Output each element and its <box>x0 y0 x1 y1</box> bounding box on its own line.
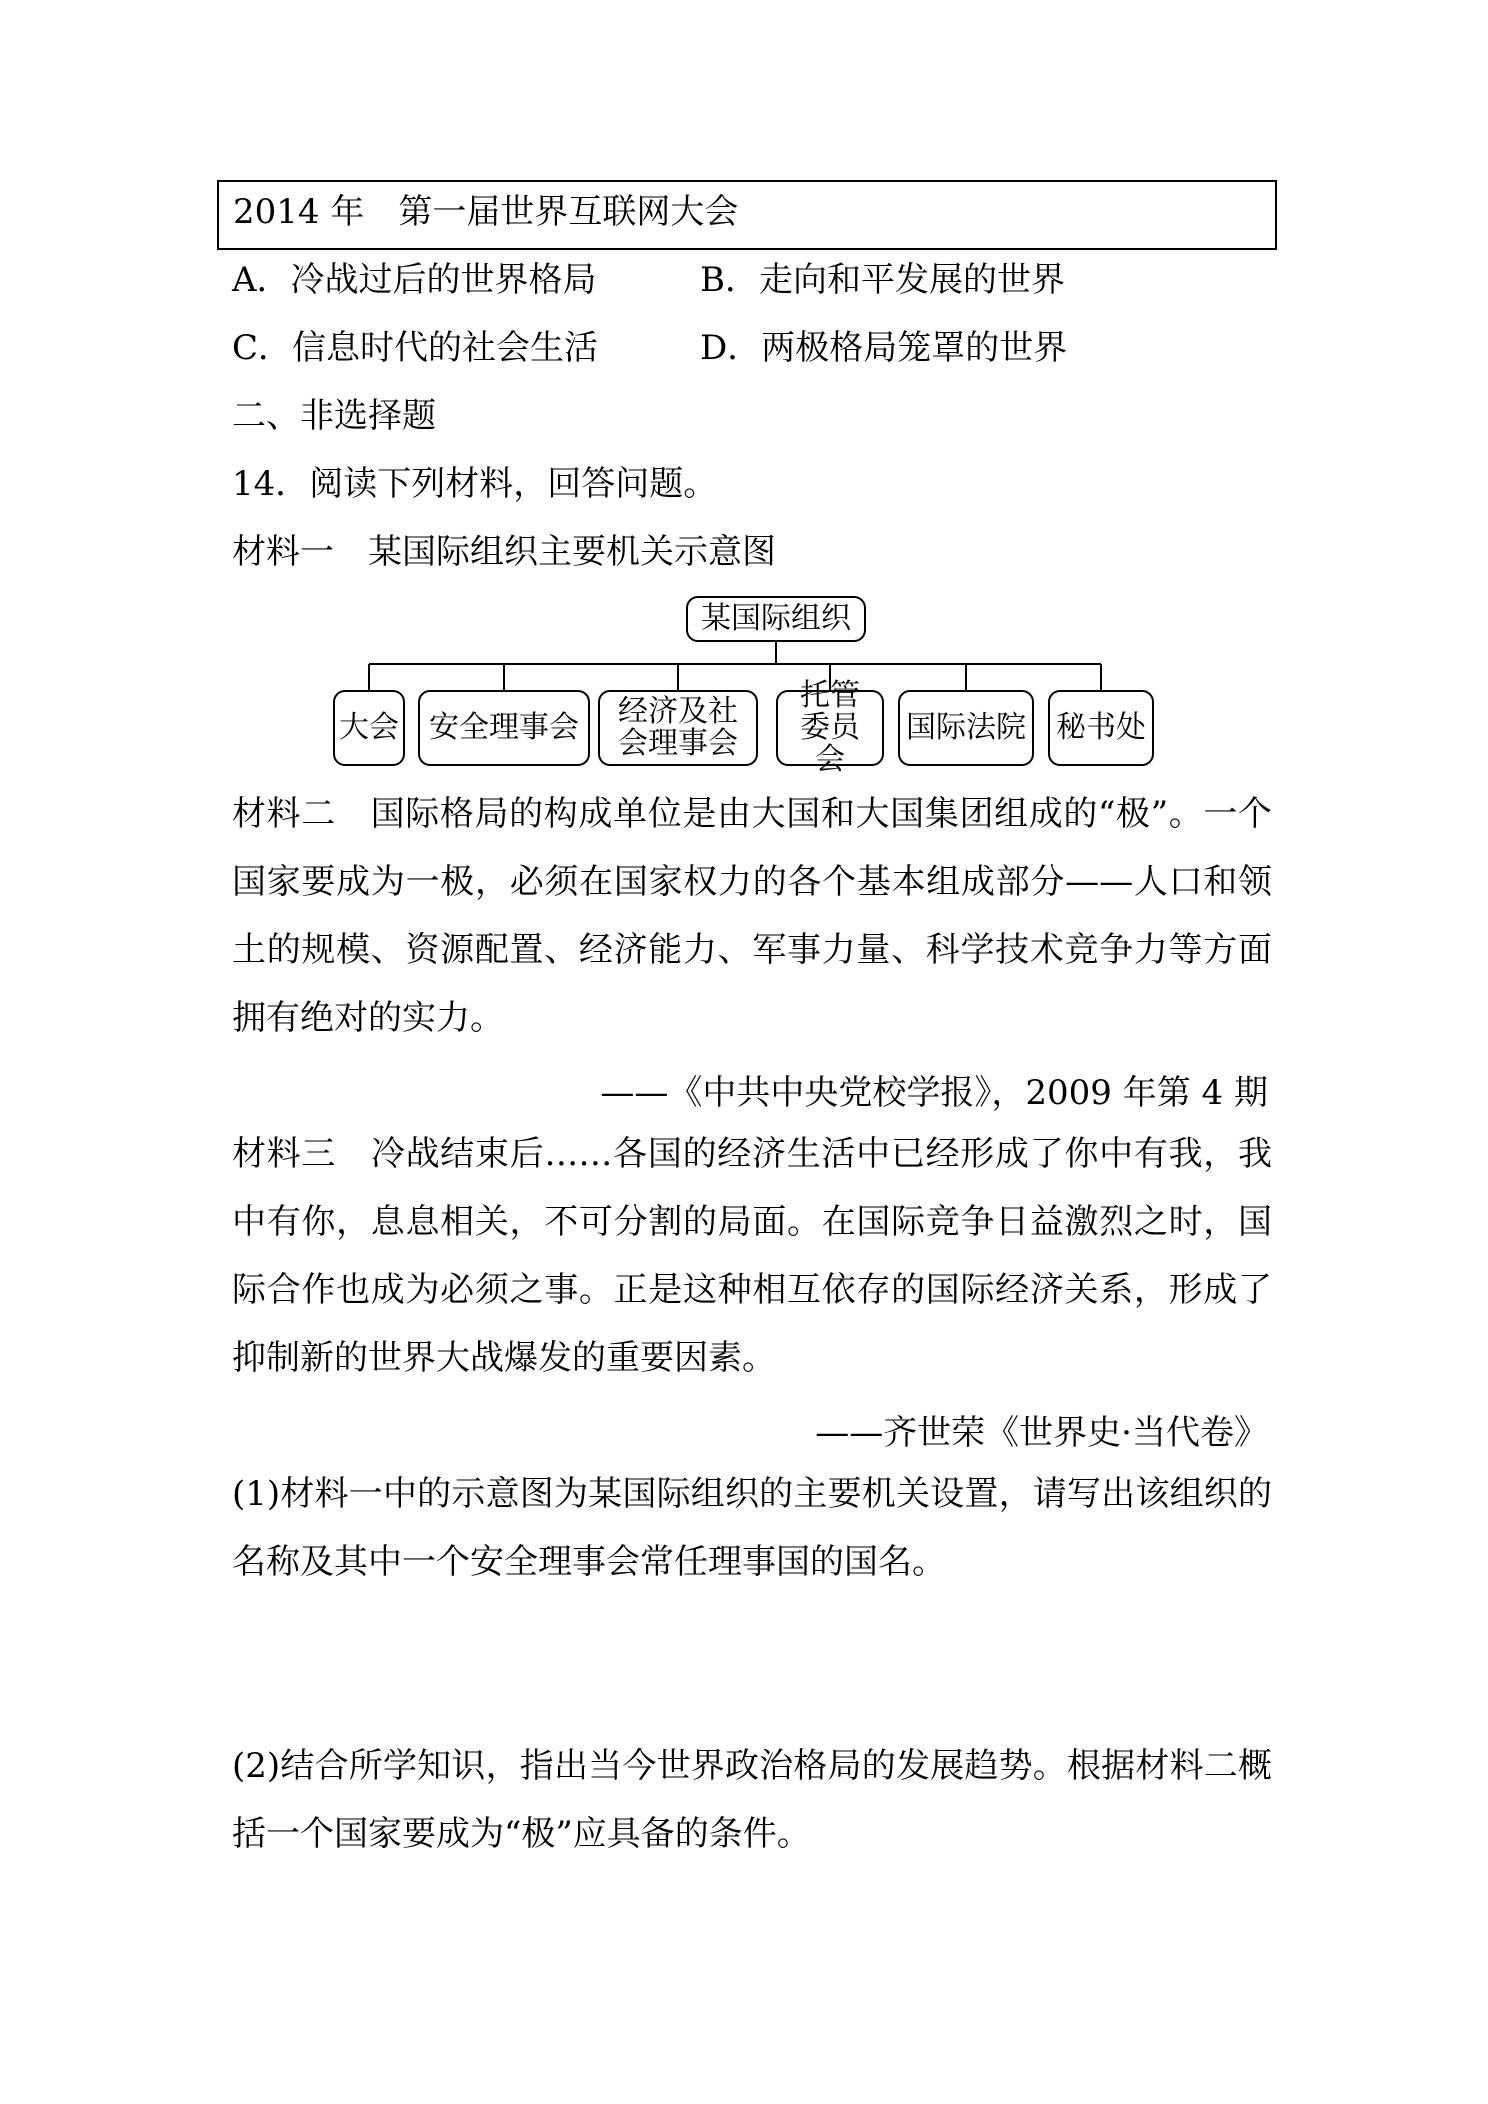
option-d: D．两极格局笼罩的世界 <box>700 328 1068 368</box>
question-1: (1)材料一中的示意图为某国际组织的主要机关设置，请写出该组织的名称及其中一个安全理事会常任理事国的国名。 <box>232 1474 1272 1582</box>
material3-text: 材料三 冷战结束后……各国的经济生活中已经形成了你中有我，我中有你，息息相关，不可分割的局面。在国际竞争日益激烈之时，国际合作也成为必须之事。正是这种相互依存的国际经济关系，形成了抑制新的世界大战爆发的重要因素。 <box>232 1134 1272 1378</box>
material1-title: 材料一 某国际组织主要机关示意图 <box>232 532 776 572</box>
option-c: C．信息时代的社会生活 <box>232 328 599 368</box>
diagram-node-assembly <box>333 690 405 766</box>
option-b: B．走向和平发展的世界 <box>700 260 1065 300</box>
question-2: (2)结合所学知识，指出当今世界政治格局的发展趋势。根据材料二概括一个国家要成为“极”应具备的条件。 <box>232 1746 1272 1854</box>
diagram-node-label: 大会 <box>339 710 399 745</box>
diagram-root-node <box>686 596 866 642</box>
table-row-text: 2014 年 第一届世界互联网大会 <box>233 192 739 232</box>
diagram-node-label: 国际法院 <box>906 710 1026 745</box>
section-title: 二、非选择题 <box>232 396 436 436</box>
material2-text: 材料二 国际格局的构成单位是由大国和大国集团组成的“极”。一个国家要成为一极，必须在国家权力的各个基本组成部分——人口和领土的规模、资源配置、经济能力、军事力量、科学技术竞争力等方面拥有绝对的实力。 <box>232 794 1272 1038</box>
option-a: A．冷战过后的世界格局 <box>232 260 597 300</box>
diagram-node-label: 托管委员会 <box>800 678 860 777</box>
question-stem: 14．阅读下列材料，回答问题。 <box>232 464 718 504</box>
diagram-node-label: 秘书处 <box>1056 710 1146 745</box>
diagram-node-label: 经济及社会理事会 <box>618 694 738 761</box>
diagram-connectors <box>0 0 1488 780</box>
diagram-node-secretariat <box>1048 690 1154 766</box>
diagram-node-economic-social-council <box>598 690 758 766</box>
diagram-node-court-of-justice <box>898 690 1034 766</box>
diagram-node-label: 安全理事会 <box>429 710 579 745</box>
diagram-node-security-council <box>418 690 590 766</box>
material3-source: ——齐世荣《世界史·当代卷》 <box>815 1413 1268 1453</box>
material2-source: ——《中共中央党校学报》，2009 年第 4 期 <box>600 1073 1268 1113</box>
diagram-node-trusteeship-council <box>776 678 884 777</box>
diagram-root-label: 某国际组织 <box>701 601 851 636</box>
